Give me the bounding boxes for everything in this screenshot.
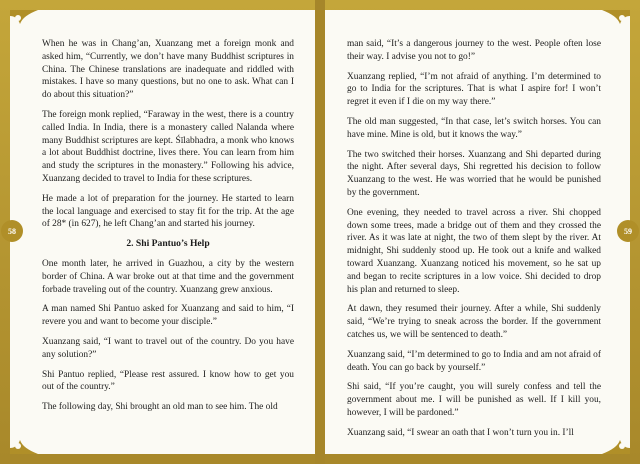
paragraph: Xuanzang replied, “I’m not afraid of anything. I’m determined to go to India for the scriptures. That is what I aspire for! I won’t regret it even if I die on my way there.” <box>347 71 601 108</box>
book-spine <box>315 0 325 464</box>
paragraph: One month later, he arrived in Guazhou, a city by the western border of China. A war broke out at that time and the government forbade traveling out of the country. Xuanzang grew anxious. <box>42 258 294 295</box>
paragraph: Xuanzang said, “I swear an oath that I won’t turn you in. I’ll <box>347 427 574 438</box>
section-title: 2. Shi Pantuo’s Help <box>126 238 210 250</box>
right-page-text <box>347 38 601 447</box>
paragraph: Xuanzang said, “I want to travel out of the country. Do you have any solution?” <box>42 336 294 360</box>
paragraph: The old man suggested, “In that case, let’s switch horses. You can have mine. Mine is old, but it knows the way.” <box>347 116 601 140</box>
paragraph: When he was in Chang’an, Xuanzang met a foreign monk and asked him, “Currently, we don’t have many Buddhist scriptures in China. The Chinese translations are inadequate and riddled with mistakes. I have so many questions, but no one to ask. What can I do about this situation?” <box>42 39 294 101</box>
page-number-right: 59 <box>617 220 639 242</box>
paragraph: Xuanzang said, “I’m determined to go to India and am not afraid of death. You can go back by yourself.” <box>347 349 601 373</box>
paragraph: He made a lot of preparation for the journey. He started to learn the local language and exercised to stay fit for the trip. At the age of 28* (in 627), he left Chang’an and started his journey. <box>42 193 294 230</box>
paragraph: man said, “It’s a dangerous journey to the west. People often lose their way. I advise you not to go!” <box>347 39 601 62</box>
corner-ornament-icon <box>10 426 38 454</box>
paragraph: A man named Shi Pantuo asked for Xuanzang and said to him, “I revere you and want to become your disciple.” <box>42 304 294 328</box>
paragraph: The two switched their horses. Xuanzang and Shi departed during the night. After several days, Shi regretted his decision to follow Xuanzang to the west. He was worried that he would be punished by the government. <box>347 149 601 198</box>
corner-ornament-icon <box>602 426 630 454</box>
left-page-text <box>42 38 294 421</box>
paragraph: The following day, Shi brought an old man to see him. The old <box>42 402 278 413</box>
right-page <box>325 10 630 454</box>
paragraph: Shi Pantuo replied, “Please rest assured. I know how to get you out of the country.” <box>42 369 294 393</box>
paragraph: One evening, they needed to travel across a river. Shi chopped down some trees, made a bridge out of them and they crossed the river. As it was late at night, the two of them slept by the river. At midnight, Shi suddenly stood up. He took out a knife and walked toward Xuanzang. Xuanzang noticed his movement, so he sat up and began to recite scriptures in a low voice. Shi decided to drop his plan and returned to sleep. <box>347 207 601 295</box>
left-page <box>10 10 315 454</box>
page-number-left: 58 <box>1 220 23 242</box>
paragraph: At dawn, they resumed their journey. After a while, Shi suddenly said, “We’re trying to sneak across the border. If the government catches us, we will be sentenced to death.” <box>347 304 601 340</box>
corner-ornament-icon <box>602 10 630 38</box>
paragraph: Shi said, “If you’re caught, you will surely confess and tell the government about me. I will be punished as well. If I kill you, however, I will be pardoned.” <box>347 382 601 418</box>
corner-ornament-icon <box>10 10 38 38</box>
paragraph: The foreign monk replied, “Faraway in the west, there is a country called India. In India, there is a monastery called Nalanda where many Buddhist scriptures are kept. Śīlabhadra, a monk who knows a lot about Buddhist doctrine, lives there. You can learn from him and study the scriptures in the monastery.” Following his advice, Xuanzang decided to travel to India for these scriptures. <box>42 109 294 184</box>
